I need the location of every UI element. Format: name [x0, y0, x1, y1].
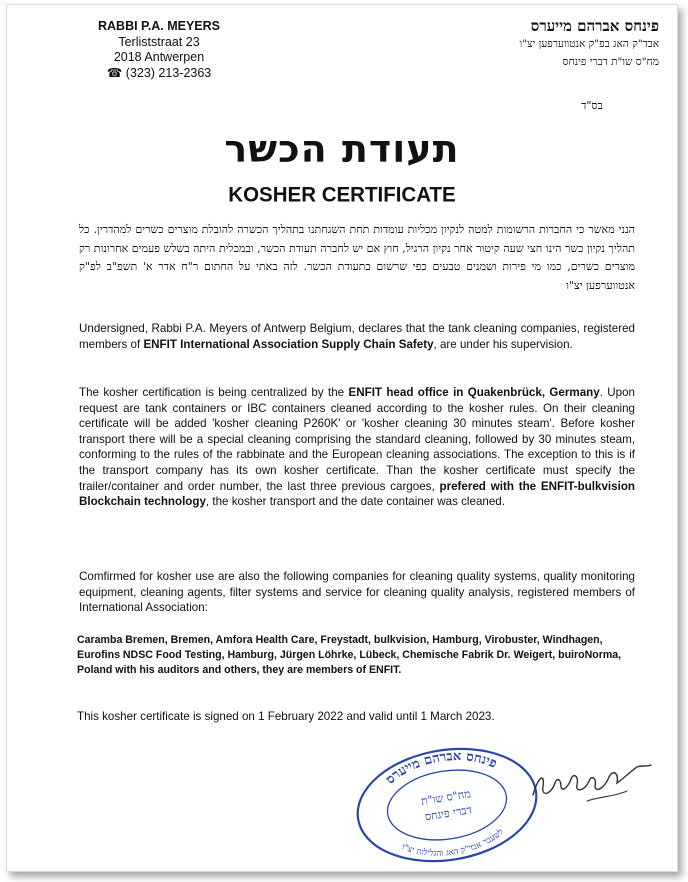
- p2-bold-1: ENFIT head office in Quakenbrück, Germany: [348, 386, 600, 399]
- stamp-outer-text: פינחס אברהם מייערס: [383, 749, 499, 788]
- hebrew-title: אבד"ק האג בפ"ק אנטווערפען יצ"ו: [519, 38, 659, 50]
- letterhead-address: [89, 19, 229, 81]
- hebrew-paragraph: הנני מאשר כי החברות הרשומות למטה לנקיון מכליות עומדות תחת השגחתנו בתהליך הכשרה להובלת מוצרים כשרים למהדרין. כל תהליך נקיון כשר הינו חצי שעה קיטור אחר נקיון הרגיל, חוץ אם יש לחברה תעודת הכשר, ובמכלית היתה בשלש פעמים אחרונות רק מוצרים כשרים, כמו מי פירות ושמנים טבעים כפי שרשום בתעודת הכשר. לזה באתי על החתום ר"ח אדר א' תשפ"ב לפ"ק אנטווערפען יצ"ו: [79, 223, 635, 292]
- bsd-mark: בס"ד: [581, 99, 603, 112]
- phone-number: (323) 213-2363: [125, 65, 212, 80]
- paragraph-validity: This kosher certificate is signed on 1 February 2022 and valid until 1 March 2023.: [77, 710, 495, 723]
- stamp-line-2: דברי פינחס: [423, 803, 473, 824]
- paragraph-centralization: [79, 385, 635, 510]
- p2-bold-2: prefered with the ENFIT-bulkvision Blockchain technology: [79, 479, 635, 509]
- english-title-heading: KOSHER CERTIFICATE: [228, 182, 456, 207]
- rabbinical-stamp: [347, 743, 547, 863]
- letterhead-hebrew: [399, 17, 659, 71]
- p1-text-1: Undersigned, Rabbi P.A. Meyers of Antwerp Belgium, declares that the tank cleaning companies, registered members of: [79, 322, 635, 351]
- certificate-page: [6, 4, 678, 872]
- p2-text-2: . Upon request are tank containers or IBC containers cleaned according to the kosher rules. On their cleaning certificate will be added 'kosher cleaning P260K' or 'kosher cleaning 30 minutes steam'. Before kosher transport there will be a special cleaning comprising the standard cleaning, followed by 30 minutes steam, conforming to the rules of the rabbinate and the European cleaning associations. The exception to this is if the transport company has its own kosher certificate. Than the kosher certificate must specify the trailer/container and order number, the last three previous cargoes,: [79, 386, 635, 493]
- phone-line: [89, 66, 229, 82]
- hebrew-title-heading: תעודת הכשר: [224, 127, 460, 171]
- p2-text-1: The kosher certification is being centralized by the: [79, 386, 349, 399]
- paragraph-confirmed: Comfirmed for kosher use are also the following companies for cleaning quality systems, quality monitoring equipment, cleaning agents, filter systems and service for cleaning quality analysis, registered members of International Association:: [79, 570, 635, 615]
- stamp-bottom-text: לשעבר אבד"ק האג והגלילות יצ"ו: [400, 827, 506, 859]
- city: 2018 Antwerpen: [113, 50, 205, 64]
- p1-bold-1: ENFIT International Association Supply Chain Safety: [143, 337, 434, 351]
- stamp-graphic: [347, 743, 547, 863]
- street: Terliststraat 23: [118, 34, 200, 49]
- phone-icon: ☎: [106, 65, 123, 80]
- p1-text-2: , are under his supervision.: [433, 337, 573, 351]
- hebrew-author: מח"ס שו"ת דברי פינחס: [562, 56, 659, 68]
- paragraph-supervision: [79, 321, 635, 352]
- signature-graphic: [527, 757, 657, 807]
- hebrew-name: פינחס אברהם מייערס: [530, 17, 659, 35]
- paragraph-companies: Caramba Bremen, Bremen, Amfora Health Care, Freystadt, bulkvision, Hamburg, Virobuster, Windhagen, Eurofins NDSC Food Testing, Hamburg, Jürgen Löhrke, Lübeck, Chemische Fabrik Dr. Weigert, buiroNorma, Poland with his auditors and others, they are members of ENFIT.: [77, 634, 622, 677]
- rabbi-name: RABBI P.A. MEYERS: [97, 19, 220, 33]
- p2-text-3: , the kosher transport and the date container was cleaned.: [205, 495, 505, 509]
- stamp-line-1: מח"ס שו"ת: [420, 787, 472, 808]
- handwritten-signature: [527, 757, 657, 807]
